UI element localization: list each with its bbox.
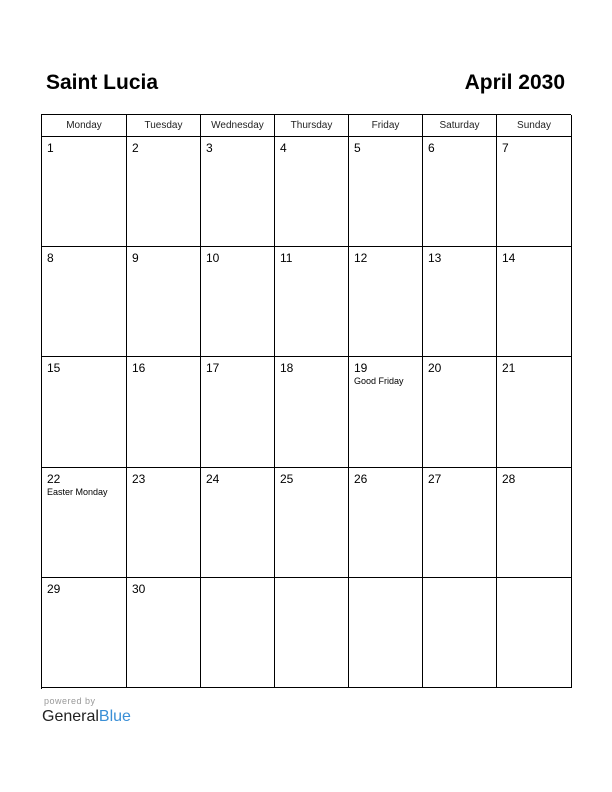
country-title: Saint Lucia [46,71,159,94]
day-number: 9 [132,251,139,265]
day-number: 24 [206,472,220,486]
day-number: 2 [132,141,139,155]
day-number: 10 [206,251,220,265]
day-cell [497,357,572,468]
empty-day-cell [497,578,572,688]
day-number: 18 [280,361,294,375]
day-cell [201,247,275,357]
day-cell [423,137,497,247]
day-cell [423,468,497,578]
day-number: 3 [206,141,213,155]
holiday-label: Good Friday [354,376,404,386]
empty-day-cell [423,578,497,688]
weekday-header-saturday: Saturday [423,115,497,137]
day-cell [127,357,201,468]
holiday-label: Easter Monday [47,487,108,497]
day-cell [42,468,127,578]
day-cell [349,137,423,247]
day-number: 1 [47,141,54,155]
day-cell [127,468,201,578]
day-number: 4 [280,141,287,155]
day-number: 21 [502,361,516,375]
day-cell [42,247,127,357]
day-number: 15 [47,361,61,375]
day-number: 14 [502,251,516,265]
day-cell [497,468,572,578]
day-number: 27 [428,472,442,486]
day-cell [497,137,572,247]
weekday-header-sunday: Sunday [497,115,572,137]
day-number: 7 [502,141,509,155]
day-cell [349,468,423,578]
weekday-header-friday: Friday [349,115,423,137]
day-number: 26 [354,472,368,486]
day-cell [423,357,497,468]
day-number: 30 [132,582,146,596]
weekday-header-thursday: Thursday [275,115,349,137]
day-cell [275,137,349,247]
weekday-header-monday: Monday [42,115,127,137]
day-cell [275,357,349,468]
day-number: 13 [428,251,442,265]
day-cell [423,247,497,357]
day-number: 16 [132,361,146,375]
empty-day-cell [349,578,423,688]
weekday-header-wednesday: Wednesday [201,115,275,137]
weekday-header-tuesday: Tuesday [127,115,201,137]
empty-day-cell [201,578,275,688]
day-cell [349,247,423,357]
day-number: 5 [354,141,361,155]
day-cell [497,247,572,357]
day-number: 29 [47,582,61,596]
brand-general: General [42,708,99,725]
calendar-grid [41,114,571,689]
day-cell [349,357,423,468]
powered-by-text: powered by [44,696,96,706]
day-number: 8 [47,251,54,265]
day-cell [201,357,275,468]
day-cell [201,137,275,247]
day-number: 11 [280,251,293,265]
day-number: 12 [354,251,368,265]
day-number: 19 [354,361,368,375]
generalblue-logo [42,708,131,726]
day-cell [201,468,275,578]
day-cell [42,578,127,688]
day-cell [42,357,127,468]
brand-blue: Blue [98,708,131,725]
day-cell [42,137,127,247]
day-cell [127,247,201,357]
day-number: 23 [132,472,146,486]
day-cell [275,468,349,578]
month-title: April 2030 [464,71,565,94]
day-number: 28 [502,472,516,486]
day-cell [275,247,349,357]
day-number: 6 [428,141,435,155]
day-cell [127,578,201,688]
day-number: 20 [428,361,442,375]
day-number: 25 [280,472,294,486]
day-number: 22 [47,472,61,486]
day-number: 17 [206,361,220,375]
day-cell [127,137,201,247]
empty-day-cell [275,578,349,688]
